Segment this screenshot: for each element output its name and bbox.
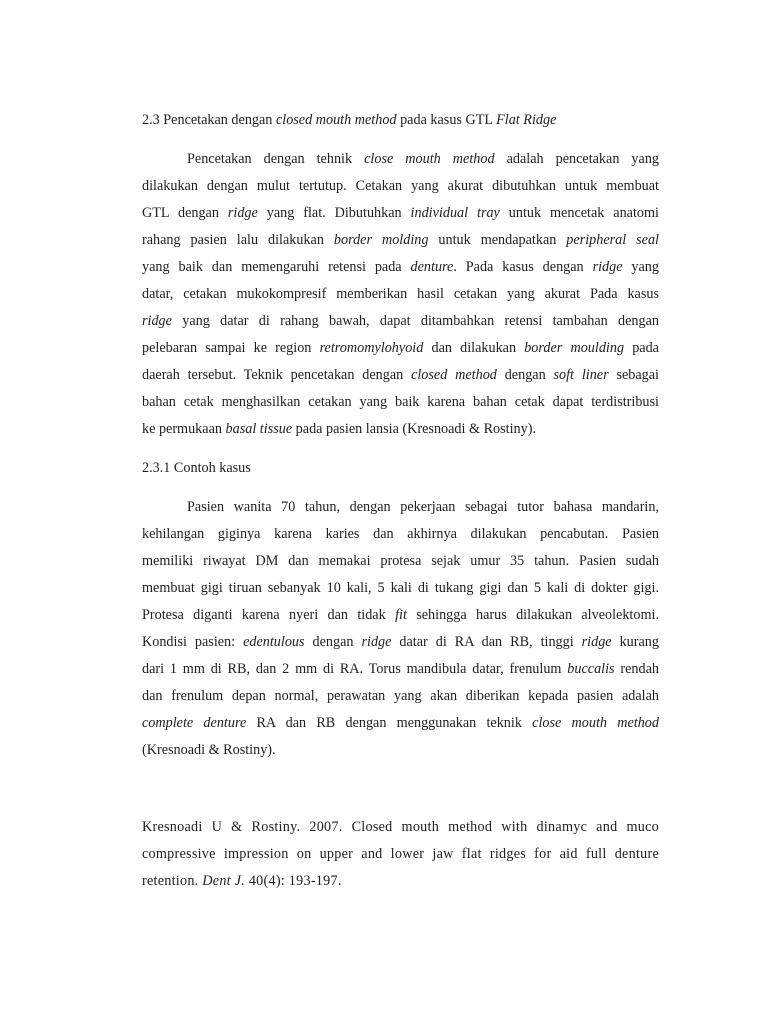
text-run: Pencetakan dengan tehnik	[187, 151, 365, 167]
text-run: retention.	[142, 873, 203, 889]
paragraph-line	[142, 524, 659, 544]
text-run: kurang	[611, 634, 659, 650]
paragraph-line	[142, 740, 659, 760]
text-run: memiliki riwayat DM dan memakai protesa sejak umur 35 tahun. Pasien sudah	[142, 553, 659, 569]
reference-line	[142, 817, 659, 837]
text-run: (Kresnoadi & Rostiny).	[142, 742, 276, 758]
text-run: ke permukaan	[142, 421, 226, 437]
text-run: sehingga harus dilakukan alveolektomi.	[406, 607, 659, 623]
text-run: datar di RA dan RB, tinggi	[391, 634, 582, 650]
subsection-heading	[142, 458, 659, 478]
paragraph-line	[187, 497, 659, 517]
text-run: dan frenulum depan normal, perawatan yang akan diberikan kepada pasien adalah	[142, 688, 659, 704]
paragraph-line	[142, 419, 659, 439]
italic-text: individual tray	[410, 205, 500, 221]
paragraph-line	[142, 686, 659, 706]
italic-text: buccalis	[567, 661, 615, 677]
text-run: kehilangan giginya karena karies dan akhirnya dilakukan pencabutan. Pasien	[142, 526, 659, 542]
text-run: RA dan RB dengan menggunakan teknik	[246, 715, 533, 731]
italic-text: denture	[410, 259, 454, 275]
paragraph-line	[142, 632, 659, 652]
text-run: 2.3.1 Contoh kasus	[142, 460, 251, 476]
paragraph-line	[142, 311, 659, 331]
text-run: compressive impression on upper and lower jaw flat ridges for aid full denture	[142, 846, 659, 862]
text-run: dengan	[304, 634, 362, 650]
text-run: Kondisi pasien:	[142, 634, 244, 650]
text-run: 2.3 Pencetakan dengan	[142, 112, 276, 128]
italic-text: Flat Ridge	[496, 112, 557, 128]
italic-text: border moulding	[524, 340, 625, 356]
paragraph-line	[142, 284, 659, 304]
italic-text: close mouth method	[364, 151, 495, 167]
italic-text: basal tissue	[225, 421, 293, 437]
italic-text: ridge	[592, 259, 623, 275]
italic-text: complete denture	[142, 715, 247, 731]
paragraph-line	[142, 203, 659, 223]
paragraph-line	[142, 551, 659, 571]
paragraph-line	[142, 176, 659, 196]
text-run: daerah tersebut. Teknik pencetakan dengan	[142, 367, 412, 383]
text-run: dari 1 mm di RB, dan 2 mm di RA. Torus mandibula datar, frenulum	[142, 661, 568, 677]
reference-line	[142, 844, 659, 864]
italic-text: border molding	[333, 232, 429, 248]
text-run: rendah	[614, 661, 660, 677]
text-run: sebagai	[608, 367, 659, 383]
text-run: adalah pencetakan yang	[494, 151, 660, 167]
italic-text: Dent J.	[202, 873, 246, 889]
section-heading	[142, 110, 659, 130]
italic-text: peripheral seal	[566, 232, 660, 248]
italic-text: close mouth method	[532, 715, 659, 731]
text-run: dilakukan dengan mulut tertutup. Cetakan yang akurat dibutuhkan untuk membuat	[142, 178, 659, 194]
paragraph-line	[142, 578, 659, 598]
text-run: yang baik dan memengaruhi retensi pada	[142, 259, 411, 275]
paragraph-line	[142, 230, 659, 250]
text-run: GTL dengan	[142, 205, 228, 221]
text-run: dan dilakukan	[423, 340, 525, 356]
reference-line	[142, 871, 659, 891]
italic-text: retromomylohyoid	[319, 340, 424, 356]
text-run: Protesa diganti karena nyeri dan tidak	[142, 607, 396, 623]
paragraph-line	[142, 365, 659, 385]
italic-text: closed method	[411, 367, 497, 383]
italic-text: ridge	[227, 205, 258, 221]
italic-text: ridge	[361, 634, 392, 650]
italic-text: soft liner	[553, 367, 609, 383]
text-run: dengan	[496, 367, 554, 383]
paragraph-line	[142, 338, 659, 358]
text-run: pada kasus GTL	[396, 112, 497, 128]
text-run: untuk mendapatkan	[428, 232, 567, 248]
italic-text: ridge	[581, 634, 612, 650]
text-run: pelebaran sampai ke region	[142, 340, 320, 356]
paragraph-line	[142, 257, 659, 277]
text-run: . Pada kasus dengan	[453, 259, 593, 275]
paragraph-line	[142, 659, 659, 679]
paragraph-line	[142, 605, 659, 625]
text-run: bahan cetak menghasilkan cetakan yang baik karena bahan cetak dapat terdistribusi	[142, 394, 659, 410]
paragraph-line	[187, 149, 659, 169]
text-run: yang datar di rahang bawah, dapat ditambahkan retensi tambahan dengan	[171, 313, 659, 329]
text-run: rahang pasien lalu dilakukan	[142, 232, 334, 248]
italic-text: edentulous	[243, 634, 305, 650]
text-run: yang flat. Dibutuhkan	[257, 205, 411, 221]
paragraph-line	[142, 713, 659, 733]
italic-text: ridge	[142, 313, 172, 329]
text-run: yang	[622, 259, 659, 275]
italic-text: closed mouth method	[275, 112, 397, 128]
text-run: Pasien wanita 70 tahun, dengan pekerjaan sebagai tutor bahasa mandarin,	[187, 499, 659, 515]
text-run: pada pasien lansia (Kresnoadi & Rostiny).	[292, 421, 537, 437]
text-run: datar, cetakan mukokompresif memberikan hasil cetakan yang akurat Pada kasus	[142, 286, 659, 302]
text-run: membuat gigi tiruan sebanyak 10 kali, 5 kali di tukang gigi dan 5 kali di dokter gigi.	[142, 580, 659, 596]
text-run: Kresnoadi U & Rostiny. 2007. Closed mouth method with dinamyc and muco	[142, 819, 659, 835]
text-run: untuk mencetak anatomi	[499, 205, 659, 221]
paragraph-line	[142, 392, 659, 412]
text-run: pada	[624, 340, 659, 356]
text-run: 40(4): 193-197.	[245, 873, 342, 889]
italic-text: fit	[395, 607, 407, 623]
